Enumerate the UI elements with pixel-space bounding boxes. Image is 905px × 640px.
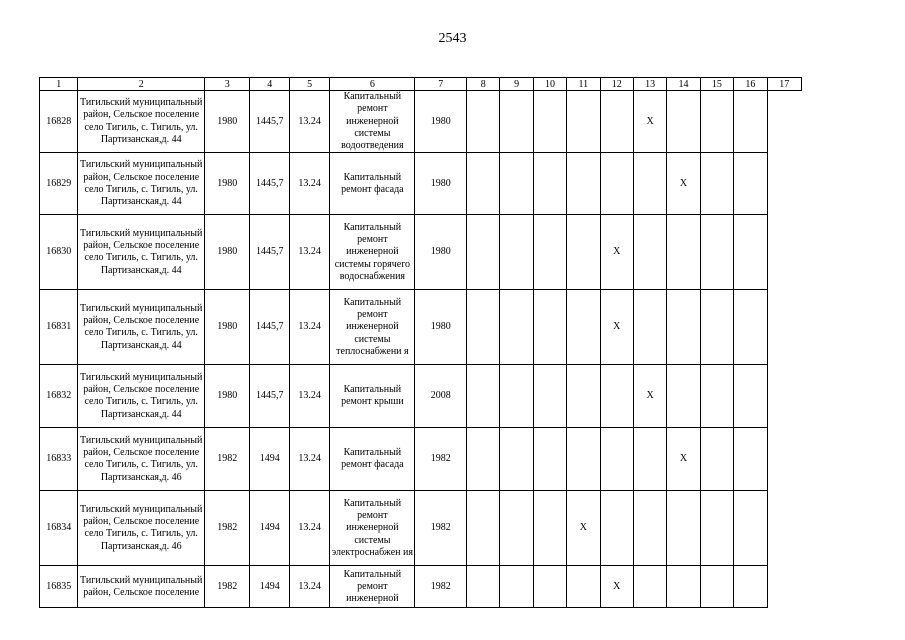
mark-cell-col-8 <box>467 153 500 215</box>
record-id-cell: 16828 <box>40 91 78 153</box>
table-row <box>40 215 802 290</box>
year-built-cell: 1982 <box>204 491 250 566</box>
column-header: 10 <box>533 78 566 91</box>
mark-cell-col-9 <box>500 566 533 608</box>
repair-year-cell: 1982 <box>415 428 467 491</box>
work-type-cell: Капитальный ремонт инженерной системы горячего водоснабжения <box>330 215 415 290</box>
mark-cell-col-16 <box>734 290 767 365</box>
mark-cell-col-11 <box>567 566 600 608</box>
area-cell: 1445,7 <box>250 215 289 290</box>
mark-cell-col-9 <box>500 215 533 290</box>
area-cell: 1494 <box>250 566 289 608</box>
address-cell: Тигильский муниципальный район, Сельское поселение село Тигиль, с. Тигиль, ул. Партизанская,д. 44 <box>78 215 204 290</box>
repair-register-table <box>39 77 802 608</box>
mark-cell-col-10 <box>533 153 566 215</box>
column-header: 14 <box>667 78 700 91</box>
address-cell: Тигильский муниципальный район, Сельское поселение село Тигиль, с. Тигиль, ул. Партизанская,д. 46 <box>78 428 204 491</box>
year-built-cell: 1980 <box>204 290 250 365</box>
address-cell: Тигильский муниципальный район, Сельское поселение село Тигиль, с. Тигиль, ул. Партизанская,д. 44 <box>78 365 204 428</box>
code-cell: 13.24 <box>289 290 329 365</box>
mark-cell-col-9 <box>500 491 533 566</box>
mark-cell-col-15 <box>700 428 733 491</box>
mark-cell-col-11 <box>567 215 600 290</box>
area-cell: 1445,7 <box>250 153 289 215</box>
mark-cell-col-9 <box>500 91 533 153</box>
mark-cell-col-14 <box>667 365 700 428</box>
work-type-cell: Капитальный ремонт фасада <box>330 153 415 215</box>
column-header: 4 <box>250 78 289 91</box>
mark-cell-col-13 <box>633 215 666 290</box>
mark-cell-col-16 <box>734 365 767 428</box>
mark-cell-col-12 <box>600 153 633 215</box>
year-built-cell: 1980 <box>204 215 250 290</box>
mark-cell-col-13 <box>633 290 666 365</box>
mark-cell-col-11: X <box>567 491 600 566</box>
column-header: 5 <box>289 78 329 91</box>
mark-cell-col-14 <box>667 566 700 608</box>
mark-cell-col-9 <box>500 365 533 428</box>
repair-year-cell: 1980 <box>415 215 467 290</box>
mark-cell-col-10 <box>533 491 566 566</box>
code-cell: 13.24 <box>289 566 329 608</box>
mark-cell-col-9 <box>500 153 533 215</box>
mark-cell-col-15 <box>700 491 733 566</box>
column-header: 2 <box>78 78 204 91</box>
table-row <box>40 566 802 608</box>
table-row <box>40 290 802 365</box>
mark-cell-col-12 <box>600 428 633 491</box>
code-cell: 13.24 <box>289 365 329 428</box>
mark-cell-col-8 <box>467 566 500 608</box>
record-id-cell: 16832 <box>40 365 78 428</box>
work-type-cell: Капитальный ремонт инженерной системы водоотведения <box>330 91 415 153</box>
mark-cell-col-10 <box>533 290 566 365</box>
code-cell: 13.24 <box>289 215 329 290</box>
mark-cell-col-15 <box>700 91 733 153</box>
mark-cell-col-10 <box>533 215 566 290</box>
work-type-cell: Капитальный ремонт инженерной системы электроснабжен ия <box>330 491 415 566</box>
mark-cell-col-16 <box>734 491 767 566</box>
mark-cell-col-12: X <box>600 566 633 608</box>
mark-cell-col-15 <box>700 566 733 608</box>
area-cell: 1494 <box>250 428 289 491</box>
mark-cell-col-8 <box>467 365 500 428</box>
mark-cell-col-14: X <box>667 153 700 215</box>
mark-cell-col-14 <box>667 491 700 566</box>
mark-cell-col-8 <box>467 290 500 365</box>
mark-cell-col-14 <box>667 215 700 290</box>
mark-cell-col-12 <box>600 91 633 153</box>
table-body <box>40 91 802 608</box>
mark-cell-col-15 <box>700 153 733 215</box>
table-row <box>40 153 802 215</box>
record-id-cell: 16833 <box>40 428 78 491</box>
mark-cell-col-16 <box>734 428 767 491</box>
mark-cell-col-13 <box>633 491 666 566</box>
column-header: 1 <box>40 78 78 91</box>
header-row <box>40 78 802 91</box>
year-built-cell: 1982 <box>204 566 250 608</box>
code-cell: 13.24 <box>289 91 329 153</box>
mark-cell-col-12 <box>600 491 633 566</box>
area-cell: 1445,7 <box>250 365 289 428</box>
column-header: 3 <box>204 78 250 91</box>
column-header: 6 <box>330 78 415 91</box>
mark-cell-col-11 <box>567 428 600 491</box>
address-cell: Тигильский муниципальный район, Сельское поселение село Тигиль, с. Тигиль, ул. Партизанская,д. 44 <box>78 153 204 215</box>
year-built-cell: 1982 <box>204 428 250 491</box>
mark-cell-col-9 <box>500 290 533 365</box>
area-cell: 1445,7 <box>250 91 289 153</box>
page-number: 2543 <box>438 31 467 46</box>
mark-cell-col-12 <box>600 365 633 428</box>
mark-cell-col-16 <box>734 215 767 290</box>
mark-cell-col-8 <box>467 428 500 491</box>
mark-cell-col-8 <box>467 491 500 566</box>
column-header: 9 <box>500 78 533 91</box>
code-cell: 13.24 <box>289 428 329 491</box>
column-header: 15 <box>700 78 733 91</box>
address-cell: Тигильский муниципальный район, Сельское поселение село Тигиль, с. Тигиль, ул. Партизанская,д. 44 <box>78 91 204 153</box>
work-type-cell: Капитальный ремонт инженерной <box>330 566 415 608</box>
mark-cell-col-14 <box>667 91 700 153</box>
work-type-cell: Капитальный ремонт фасада <box>330 428 415 491</box>
table-row <box>40 428 802 491</box>
record-id-cell: 16834 <box>40 491 78 566</box>
repair-year-cell: 1980 <box>415 91 467 153</box>
table-row <box>40 91 802 153</box>
table-row <box>40 491 802 566</box>
repair-year-cell: 1982 <box>415 491 467 566</box>
column-header: 16 <box>734 78 767 91</box>
record-id-cell: 16829 <box>40 153 78 215</box>
record-id-cell: 16835 <box>40 566 78 608</box>
mark-cell-col-13 <box>633 428 666 491</box>
mark-cell-col-10 <box>533 566 566 608</box>
mark-cell-col-11 <box>567 153 600 215</box>
code-cell: 13.24 <box>289 491 329 566</box>
code-cell: 13.24 <box>289 153 329 215</box>
mark-cell-col-13 <box>633 153 666 215</box>
mark-cell-col-8 <box>467 91 500 153</box>
repair-year-cell: 1982 <box>415 566 467 608</box>
year-built-cell: 1980 <box>204 153 250 215</box>
area-cell: 1494 <box>250 491 289 566</box>
mark-cell-col-11 <box>567 290 600 365</box>
mark-cell-col-9 <box>500 428 533 491</box>
repair-year-cell: 1980 <box>415 290 467 365</box>
area-cell: 1445,7 <box>250 290 289 365</box>
column-header: 12 <box>600 78 633 91</box>
mark-cell-col-15 <box>700 290 733 365</box>
mark-cell-col-12: X <box>600 215 633 290</box>
mark-cell-col-10 <box>533 428 566 491</box>
mark-cell-col-16 <box>734 153 767 215</box>
column-header: 8 <box>467 78 500 91</box>
mark-cell-col-10 <box>533 91 566 153</box>
work-type-cell: Капитальный ремонт крыши <box>330 365 415 428</box>
mark-cell-col-11 <box>567 365 600 428</box>
address-cell: Тигильский муниципальный район, Сельское поселение <box>78 566 204 608</box>
mark-cell-col-13: X <box>633 91 666 153</box>
repair-year-cell: 2008 <box>415 365 467 428</box>
mark-cell-col-13: X <box>633 365 666 428</box>
work-type-cell: Капитальный ремонт инженерной системы теплоснабжени я <box>330 290 415 365</box>
mark-cell-col-14 <box>667 290 700 365</box>
mark-cell-col-13 <box>633 566 666 608</box>
column-header: 17 <box>767 78 801 91</box>
mark-cell-col-15 <box>700 215 733 290</box>
repair-year-cell: 1980 <box>415 153 467 215</box>
table-row <box>40 365 802 428</box>
mark-cell-col-12: X <box>600 290 633 365</box>
column-header: 11 <box>567 78 600 91</box>
column-header: 7 <box>415 78 467 91</box>
column-header: 13 <box>633 78 666 91</box>
mark-cell-col-8 <box>467 215 500 290</box>
mark-cell-col-14: X <box>667 428 700 491</box>
mark-cell-col-16 <box>734 91 767 153</box>
mark-cell-col-11 <box>567 91 600 153</box>
address-cell: Тигильский муниципальный район, Сельское поселение село Тигиль, с. Тигиль, ул. Партизанская,д. 44 <box>78 290 204 365</box>
mark-cell-col-10 <box>533 365 566 428</box>
mark-cell-col-15 <box>700 365 733 428</box>
record-id-cell: 16830 <box>40 215 78 290</box>
year-built-cell: 1980 <box>204 365 250 428</box>
record-id-cell: 16831 <box>40 290 78 365</box>
mark-cell-col-16 <box>734 566 767 608</box>
address-cell: Тигильский муниципальный район, Сельское поселение село Тигиль, с. Тигиль, ул. Партизанская,д. 46 <box>78 491 204 566</box>
year-built-cell: 1980 <box>204 91 250 153</box>
